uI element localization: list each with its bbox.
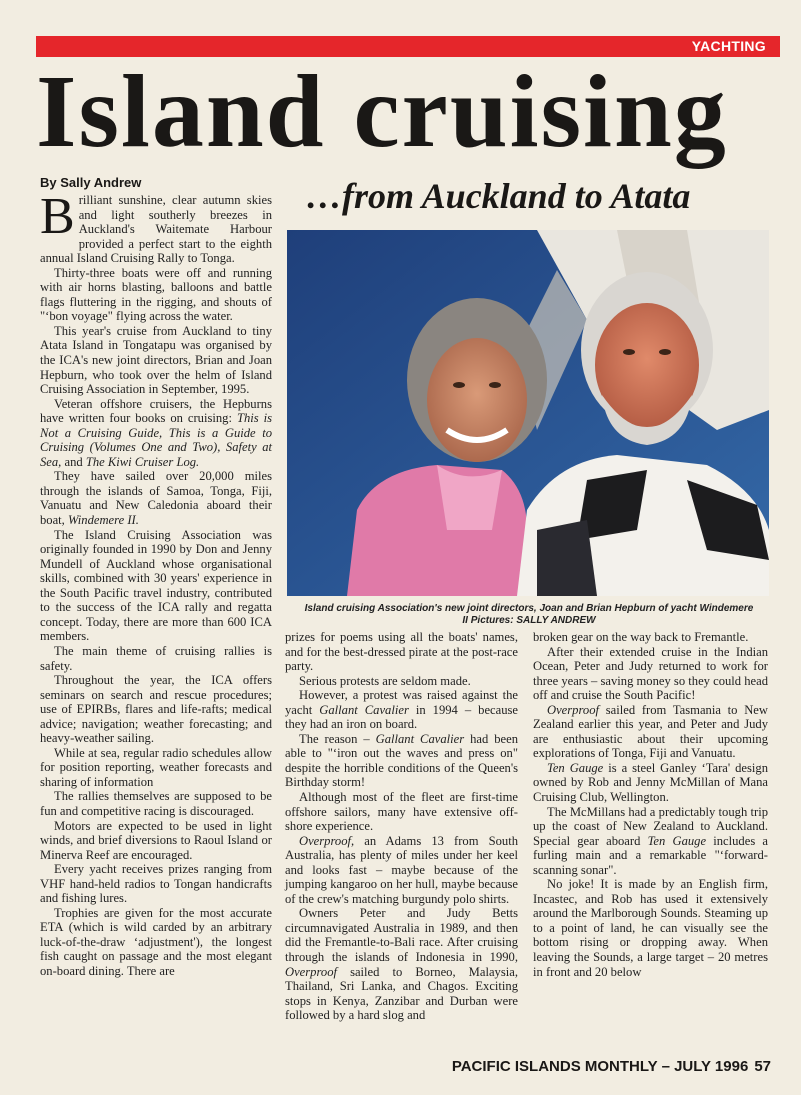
footer-magazine: PACIFIC ISLANDS MONTHLY – JULY 1996 [451,1058,749,1075]
paragraph: Veteran offshore cruisers, the Hepburns have written four books on cruising: This is Not a Cruising Guide, This is a Guide to Cruising (Volumes One and Two), Safety at Sea, and The Kiwi Cruiser Log. [40,396,272,469]
paragraph: Ten Gauge is a steel Ganley ‘Tara' design owned by Rob and Jenny McMillan of Mana Cruising Club, Wellington. [533,760,768,805]
paragraph: This year's cruise from Auckland to tiny Atata Island in Tongatapu was organised by the ICA's new joint directors, Brian and Joan Hepburn, who took over the helm of Island Cruising Association in September, 1995. [40,323,272,397]
paragraph: Overproof sailed from Tasmania to New Zealand earlier this year, and Peter and Judy are enthusiastic about their upcoming explorations of Tonga, Fiji and Vanuatu. [533,702,768,761]
paragraph: Brilliant sunshine, clear autumn skies and light southerly breezes in Auckland's Waitemate Harbour provided a perfect start to the eighth annual Island Cruising Rally to Tonga. [40,188,272,266]
article-column-1 [40,188,272,979]
paragraph: The main theme of cruising rallies is safety. [40,643,272,673]
article-column-2 [285,630,518,1023]
section-tag: YACHTING [691,38,766,54]
photo-hepburns [287,230,769,596]
paragraph: No joke! It is made by an English firm, Incastec, and Rob has used it extensively around the Marlborough Sounds. Steaming up to a point of land, he can visually see the bottom rising or dropping away. When leaving the Sounds, a large target – 20 metres in front and 20 below [533,877,768,979]
photo-caption [290,603,768,627]
paragraph: Overproof, an Adams 13 from South Australia, has plenty of miles under her keel and looks fast – maybe because of the jumping kangaroo on her hull, maybe because of the crew's matching burgundy polo shirts. [285,833,518,906]
paragraph: prizes for poems using all the boats' names, and for the best-dressed pirate at the post-race party. [285,630,518,674]
drop-cap: B [40,188,75,245]
paragraph: They have sailed over 20,000 miles through the islands of Samoa, Tonga, Fiji, Vanuatu and New Caledonia aboard their boat, Windemere II. [40,469,272,528]
paragraph: Although most of the fleet are first-time offshore sailors, many have extensive off-shore experience. [285,790,518,834]
paragraph: Motors are expected to be used in light winds, and brief diversions to Raoul Island or Minerva Reef are encouraged. [40,818,272,862]
headline: Island cruising [36,54,728,169]
paragraph: The reason – Gallant Cavalier had been able to "‘iron out the waves and press on" despite the horrible conditions of the Queen's Birthday storm! [285,731,518,790]
subheadline: …from Auckland to Atata [306,176,691,216]
paragraph: Trophies are given for the most accurate ETA (which is wild carded by an arbitrary luck-of-the-draw ‘adjustment'), the longest fish caught on passage and the most elegant on-board dining. There are [40,905,272,978]
paragraph: Thirty-three boats were off and running with air horns blasting, balloons and battle flags fluttering in the rigging, and shouts of "‘bon voyage" flying across the water. [40,265,272,324]
page-number: 57 [754,1058,771,1075]
article-column-3 [533,630,768,979]
paragraph: The McMillans had a predictably tough trip up the coast of New Zealand to Auckland. Special gear aboard Ten Gauge includes a furling main and a remarkable "‘forward-scanning sonar". [533,804,768,877]
paragraph: However, a protest was raised against the yacht Gallant Cavalier in 1994 – because they had an iron on board. [285,688,518,732]
paragraph: Serious protests are seldom made. [299,673,471,688]
paragraph: The rallies themselves are supposed to be fun and competitive racing is discouraged. [40,789,272,818]
paragraph: Throughout the year, the ICA offers seminars on search and rescue procedures; use of EPIRBs, flares and life-rafts; medical advice; navigation; weather forecasting; and heavy-weather sailing. [40,673,272,746]
paragraph: The Island Cruising Association was originally founded in 1990 by Don and Jenny Mundell of Auckland whose organisational skills, combined with 30 years' experience in the South Pacific travel industry, contributed to the success of the ICA rally and regatta concept. Today, there are more than 600 ICA members. [40,527,272,644]
photo-illustration [287,230,769,596]
byline: By Sally Andrew [40,175,142,190]
caption-text: Island cruising Association's new joint directors, Joan and Brian Hepburn of yacht Windemere [304,603,754,614]
caption-credit: II Pictures: SALLY ANDREW [462,615,596,626]
paragraph: While at sea, regular radio schedules allow for position reporting, weather forecasts and sharing of information [40,745,272,789]
paragraph: After their extended cruise in the Indian Ocean, Peter and Judy returned to work for three years – saving money so they could head off and cruise the South Pacific! [533,644,769,703]
paragraph: broken gear on the way back to Fremantle. [533,630,749,644]
page-footer [452,1058,771,1075]
paragraph: Every yacht receives prizes ranging from VHF hand-held radios to Tongan handicrafts and fishing lures. [40,862,272,906]
paragraph: Owners Peter and Judy Betts circumnavigated Australia in 1989, and then did the Fremantle-to-Bali race. After cruising through the islands of Indonesia in 1990, Overproof sailed to Borneo, Malaysia, Thailand, Sri Lanka, and Chagos. Exciting stops in Kenya, Zanzibar and Durban were followed by a hard slog and [285,906,518,1023]
